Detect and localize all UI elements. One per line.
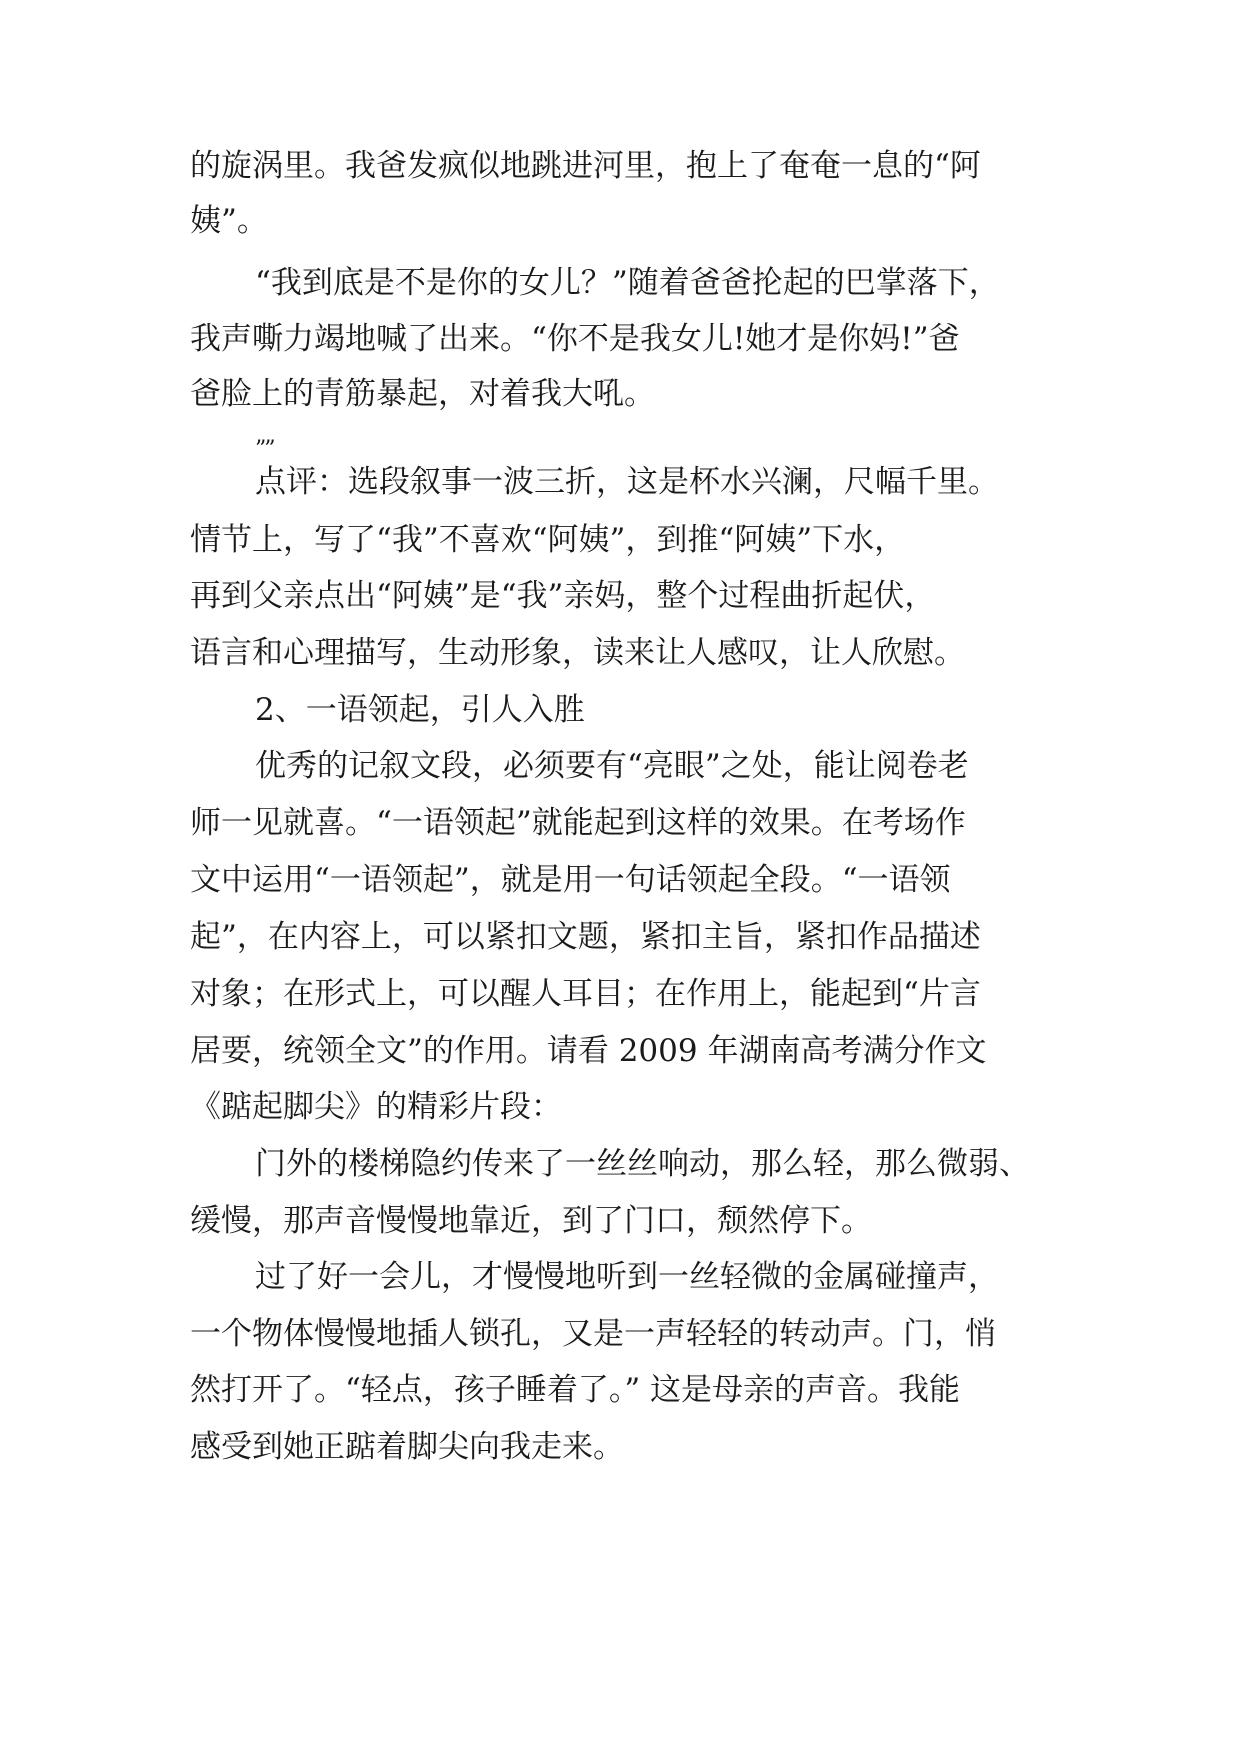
- paragraph-line: 一个物体慢慢地插人锁孔，又是一声轻轻的转动声。门，悄: [190, 1316, 996, 1352]
- paragraph-line: “我到底是不是你的女儿？”随着爸爸抡起的巴掌落下，: [255, 265, 1000, 301]
- paragraph-line: 《踮起脚尖》的精彩片段：: [190, 1089, 562, 1125]
- paragraph-line: 再到父亲点出“阿姨”是“我”亲妈，整个过程曲折起伏，: [190, 578, 936, 614]
- paragraph-line: 点评：选段叙事一波三折，这是杯水兴澜，尺幅千里。: [255, 464, 999, 500]
- paragraph-line: 姨”。: [190, 203, 268, 239]
- paragraph-line: 师一见就喜。“一语领起”就能起到这样的效果。在考场作: [190, 805, 966, 841]
- paragraph-line: 缓慢，那声音慢慢地靠近，到了门口，颓然停下。: [190, 1203, 872, 1239]
- paragraph-line: 爸脸上的青筋暴起，对着我大吼。: [190, 376, 655, 412]
- paragraph-line: 感受到她正踮着脚尖向我走来。: [190, 1429, 624, 1465]
- paragraph-line: 门外的楼梯隐约传来了一丝丝响动，那么轻，那么微弱、: [255, 1146, 1030, 1182]
- section-heading: 2、一语领起，引人入胜: [255, 692, 585, 728]
- paragraph-line: 语言和心理描写，生动形象，读来让人感叹，让人欣慰。: [190, 635, 965, 671]
- paragraph-line: 起”，在内容上，可以紧扣文题，紧扣主旨，紧扣作品描述: [190, 919, 981, 955]
- paragraph-line: 然打开了。“轻点，孩子睡着了。” 这是母亲的声音。我能: [190, 1372, 961, 1408]
- paragraph-line: 对象；在形式上，可以醒人耳目；在作用上，能起到“片言: [190, 976, 981, 1012]
- paragraph-line: 情节上，写了“我”不喜欢“阿姨”，到推“阿姨”下水，: [190, 522, 906, 558]
- paragraph-line: 的旋涡里。我爸发疯似地跳进河里，抱上了奄奄一息的“阿: [190, 148, 981, 184]
- paragraph-line: 我声嘶力竭地喊了出来。“你不是我女儿!她才是你妈!”爸: [190, 321, 960, 357]
- paragraph-line: 过了好一会儿，才慢慢地听到一丝轻微的金属碰撞声，: [255, 1259, 999, 1295]
- paragraph-line: 文中运用“一语领起”，就是用一句话领起全段。“一语领: [190, 862, 951, 898]
- paragraph-line: 居要，统领全文”的作用。请看 2009 年湖南高考满分作文: [190, 1033, 987, 1069]
- closing-quote-marks: ””: [255, 437, 274, 462]
- paragraph-line: 优秀的记叙文段，必须要有“亮眼”之处，能让阅卷老: [255, 748, 969, 784]
